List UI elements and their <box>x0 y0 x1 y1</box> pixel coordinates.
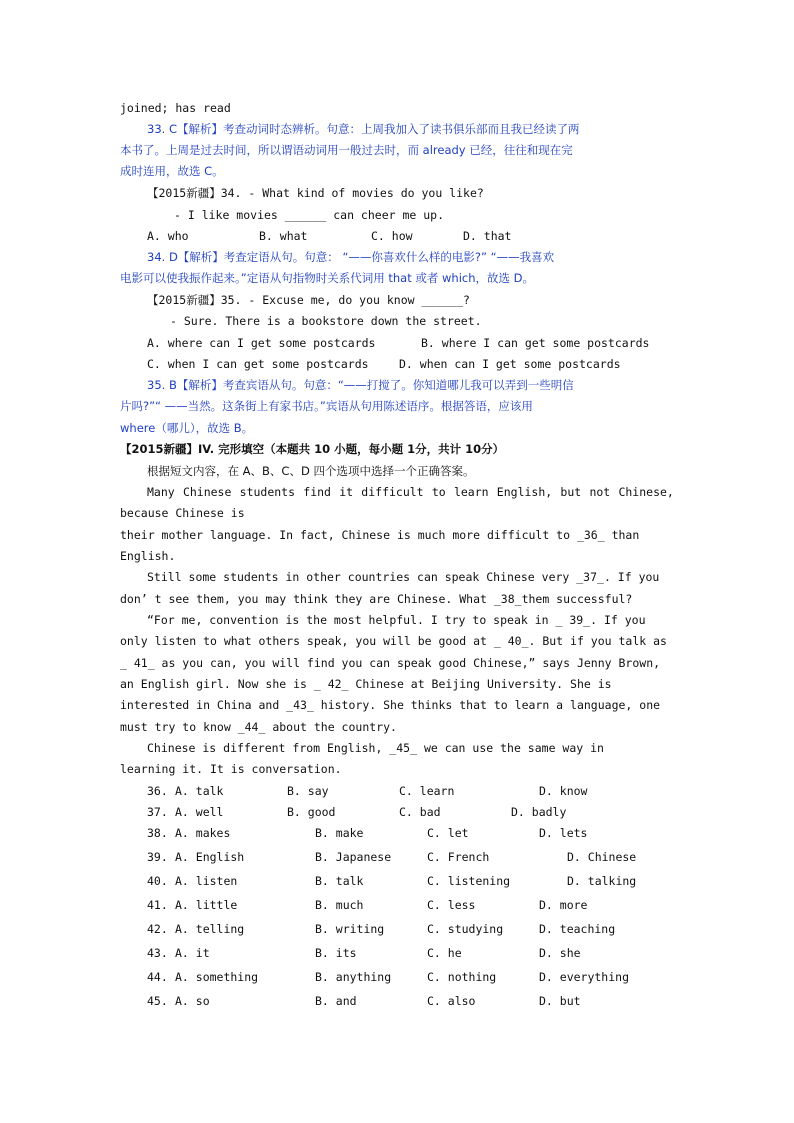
passage-word: to <box>431 485 446 499</box>
choice-row: 43. A. it B. its C. he D. she <box>147 946 581 960</box>
passage-word: Many <box>147 485 175 499</box>
answer-continuation: joined; has read <box>120 101 231 115</box>
section-instruction: 根据短文内容，在 A、B、C、D 四个选项中选择一个正确答案。 <box>147 464 475 478</box>
option-35-d: D. when can I get some postcards <box>399 357 621 371</box>
passage-word: not <box>589 485 611 499</box>
passage-line: must try to know _44_ about the country. <box>120 720 397 734</box>
section-title: 【2015新疆】IV. 完形填空（本题共 10 小题，每小题 1分，共计 10分） <box>120 442 505 456</box>
passage-word: students <box>239 485 296 499</box>
passage-line: an English girl. Now she is _ 42_ Chinese at Beijing University. She is <box>120 677 612 691</box>
passage-line: only listen to what others speak, you will be good at _ 40_. But if you talk as <box>120 634 667 648</box>
option-34-a: A. who <box>147 229 189 243</box>
analysis-33-line2: 本书了。上周是过去时间，所以谓语动词用一般过去时，而 already 已经，往往和现在完 <box>120 143 573 157</box>
option-35-a: A. where can I get some postcards <box>147 336 376 350</box>
question-35-reply: - Sure. There is a bookstore down the street. <box>170 314 482 328</box>
choice-row: 39. A. English B. Japanese C. French D. Chinese <box>147 850 637 864</box>
choice-row: 42. A. telling B. writing C. studying D. teaching <box>147 922 616 936</box>
analysis-33-line3: 成时连用，故选 C。 <box>120 164 224 178</box>
passage-word: English, <box>496 485 553 499</box>
passage-word: learn <box>453 485 489 499</box>
passage-line: Still some students in other countries can speak Chinese very _37_. If you <box>147 570 660 584</box>
choice-row: 37. A. well B. good C. bad D. badly <box>147 805 567 819</box>
passage-line: English. <box>120 549 176 563</box>
passage-line: learning it. It is conversation. <box>120 762 342 776</box>
passage-word: find <box>303 485 331 499</box>
passage-line: Chinese is different from English, _45_ we can use the same way in <box>147 741 604 755</box>
analysis-34-line2: 电影可以使我振作起来。”定语从句指物时关系代词用 that 或者 which，故选 D。 <box>120 271 535 285</box>
option-34-b: B. what <box>259 229 308 243</box>
question-35-stem: 【2015新疆】35. - Excuse me, do you know ______? <box>147 293 470 307</box>
analysis-35-line3: where（哪儿），故选 B。 <box>120 421 254 435</box>
question-34-options <box>147 228 547 244</box>
choice-row: 41. A. little B. much C. less D. more <box>147 898 588 912</box>
choice-row: 38. A. makes B. make C. let D. lets <box>147 826 588 840</box>
passage-line: _ 41_ as you can, you will find you can speak good Chinese,” says Jenny Brown, <box>120 656 661 670</box>
question-34-reply: - I like movies ______ can cheer me up. <box>174 208 445 222</box>
choice-row: 45. A. so B. and C. also D. but <box>147 994 581 1008</box>
option-35-b: B. where I can get some postcards <box>421 336 650 350</box>
question-35-options-row2 <box>147 356 667 372</box>
analysis-35-line2: 片吗?”“ ——当然。这条街上有家书店。”宾语从句用陈述语序。根据答语，应该用 <box>120 399 533 413</box>
choice-row: 36. A. talk B. say C. learn D. know <box>147 784 588 798</box>
passage-line: because Chinese is <box>120 506 245 520</box>
passage-word: but <box>560 485 582 499</box>
passage-word: Chinese <box>182 485 232 499</box>
question-34-stem: 【2015新疆】34. - What kind of movies do you like? <box>147 186 484 200</box>
passage-word: difficult <box>361 485 424 499</box>
passage-line: their mother language. In fact, Chinese is much more difficult to _36_ than <box>120 528 640 542</box>
passage-word: Chinese, <box>618 485 674 499</box>
passage-line: interested in China and _43_ history. She thinks that to learn a language, one <box>120 698 661 712</box>
analysis-35-line1: 35. B【解析】考查宾语从句。句意：“——打搅了。你知道哪儿我可以弄到一些明信 <box>147 378 574 392</box>
analysis-34-line1: 34. D【解析】考查定语从句。句意： “——你喜欢什么样的电影?” “——我喜欢 <box>147 250 555 264</box>
passage-line <box>147 484 674 500</box>
passage-word: it <box>339 485 354 499</box>
question-35-options-row1 <box>147 335 667 351</box>
passage-line: “For me, convention is the most helpful. I try to speak in _ 39_. If you <box>147 613 646 627</box>
choice-row: 44. A. something B. anything C. nothing D. everything <box>147 970 630 984</box>
passage-line: don’ t see them, you may think they are Chinese. What _38_them successful? <box>120 592 633 606</box>
choice-row: 40. A. listen B. talk C. listening D. talking <box>147 874 637 888</box>
option-34-d: D. that <box>463 229 512 243</box>
option-34-c: C. how <box>371 229 413 243</box>
option-35-c: C. when I can get some postcards <box>147 357 369 371</box>
analysis-33-line1: 33. C【解析】考查动词时态辨析。句意：上周我加入了读书俱乐部而且我已经读了两 <box>147 122 580 136</box>
